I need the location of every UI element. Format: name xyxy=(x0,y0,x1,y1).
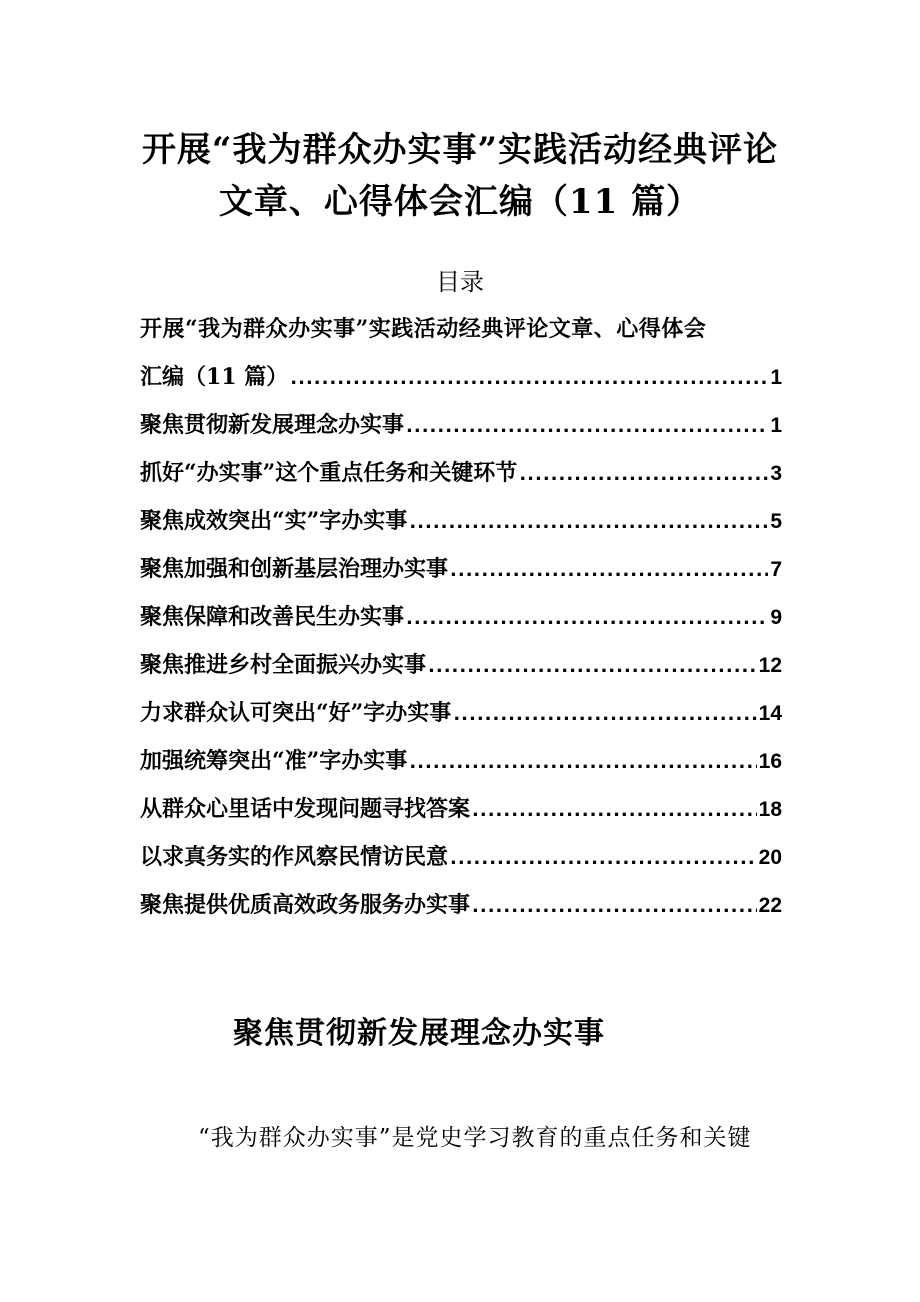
toc-entry-title: 聚焦成效突出“实”字办实事 xyxy=(140,508,408,534)
toc-entry[interactable] xyxy=(140,744,782,792)
toc-entry-page: 1 xyxy=(770,366,782,389)
toc-leader-dots xyxy=(472,794,757,828)
toc-leader-dots xyxy=(406,602,768,636)
toc-entry[interactable] xyxy=(140,456,782,504)
toc-entry[interactable] xyxy=(140,600,782,648)
toc-leader-dots xyxy=(409,506,768,540)
table-of-contents xyxy=(140,312,782,936)
toc-entry-page: 14 xyxy=(758,702,782,725)
toc-entry-title: 从群众心里话中发现问题寻找答案 xyxy=(140,796,471,822)
toc-leader-dots xyxy=(453,698,756,732)
toc-entry-title: 力求群众认可突出“好”字办实事 xyxy=(140,700,452,726)
toc-entry-title: 汇编（11 篇） xyxy=(140,364,289,390)
document-title-line-1: 开展“我为群众办实事”实践活动经典评论 xyxy=(141,130,779,170)
toc-entry-page: 5 xyxy=(770,510,782,533)
toc-leader-dots xyxy=(290,362,768,396)
toc-entry-page: 9 xyxy=(770,606,782,629)
document-title-line-2: 文章、心得体会汇编（11 篇） xyxy=(218,182,702,222)
toc-entry-title: 聚焦提供优质高效政务服务办实事 xyxy=(140,892,471,918)
toc-entry-first-line[interactable]: 开展“我为群众办实事”实践活动经典评论文章、心得体会 xyxy=(140,316,707,342)
toc-leader-dots xyxy=(409,746,756,780)
body-paragraph-line: “我为群众办实事”是党史学习教育的重点任务和关键 xyxy=(198,1125,752,1151)
toc-leader-dots xyxy=(472,890,757,924)
toc-entry-page: 22 xyxy=(758,894,782,917)
toc-leader-dots xyxy=(519,458,768,492)
toc-entry-page: 1 xyxy=(770,414,782,437)
toc-entry[interactable] xyxy=(140,360,782,408)
toc-heading: 目录 xyxy=(436,268,484,296)
toc-entry-page: 3 xyxy=(770,462,782,485)
toc-entry[interactable] xyxy=(140,888,782,936)
toc-entry-page: 16 xyxy=(758,750,782,773)
toc-entry-page: 7 xyxy=(770,558,782,581)
toc-leader-dots xyxy=(450,554,768,588)
toc-leader-dots xyxy=(450,842,757,876)
toc-entry[interactable] xyxy=(140,408,782,456)
toc-entry[interactable] xyxy=(140,648,782,696)
toc-entry-title: 聚焦保障和改善民生办实事 xyxy=(140,604,405,630)
toc-entry-title: 以求真务实的作风察民情访民意 xyxy=(140,844,449,870)
toc-entry-title: 聚焦贯彻新发展理念办实事 xyxy=(140,412,405,438)
toc-entry-page: 12 xyxy=(758,654,782,677)
toc-entry-page: 18 xyxy=(758,798,782,821)
toc-entry[interactable] xyxy=(140,792,782,840)
toc-entry-title: 抓好“办实事”这个重点任务和关键环节 xyxy=(140,460,518,486)
toc-entry-page: 20 xyxy=(758,846,782,869)
section-heading: 聚焦贯彻新发展理念办实事 xyxy=(233,1016,605,1051)
toc-entry[interactable] xyxy=(140,696,782,744)
toc-entry-title: 加强统筹突出“准”字办实事 xyxy=(140,748,408,774)
toc-entry-title: 聚焦加强和创新基层治理办实事 xyxy=(140,556,449,582)
toc-leader-dots xyxy=(406,410,768,444)
toc-entry[interactable] xyxy=(140,504,782,552)
toc-entry-title: 聚焦推进乡村全面振兴办实事 xyxy=(140,652,427,678)
toc-entry[interactable] xyxy=(140,840,782,888)
toc-entry[interactable] xyxy=(140,552,782,600)
toc-leader-dots xyxy=(428,650,757,684)
